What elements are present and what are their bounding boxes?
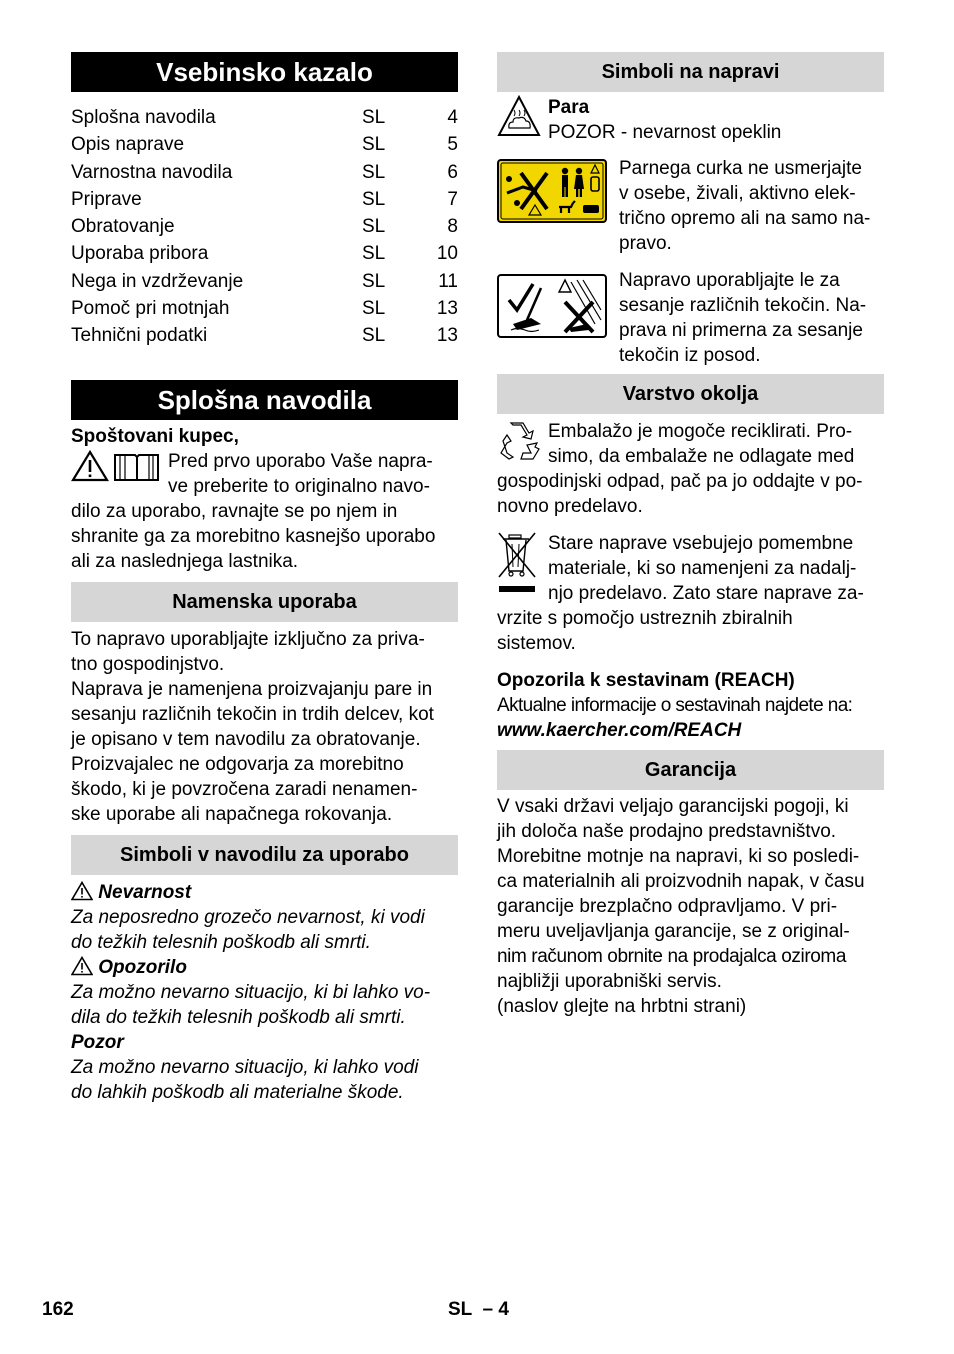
toc-row[interactable] bbox=[71, 104, 458, 131]
recycle-symbol bbox=[497, 419, 548, 468]
body-line: Parnega curka ne usmerjajte bbox=[619, 158, 862, 179]
toc-entry-page: 6 bbox=[447, 161, 458, 183]
body-line: Embalažo je mogoče reciklirati. Pro- bbox=[548, 421, 853, 442]
weee-symbol bbox=[497, 531, 548, 604]
jet-symbol bbox=[497, 156, 619, 228]
toc-entry-title: Uporaba pribora bbox=[71, 243, 209, 265]
toc-entry-page: 13 bbox=[436, 298, 458, 320]
table-of-contents bbox=[71, 104, 458, 350]
warning-triangle-icon bbox=[71, 881, 93, 901]
weee-row bbox=[497, 531, 884, 606]
toc-row[interactable] bbox=[71, 268, 458, 295]
device-symbols-heading: Simboli na napravi bbox=[497, 52, 884, 92]
toc-entry-title: Priprave bbox=[71, 188, 142, 210]
body-line: Morebitne motnje na napravi, ki so posledi- bbox=[497, 846, 860, 867]
toc-entry-page: 7 bbox=[447, 188, 458, 210]
toc-heading: Vsebinsko kazalo bbox=[71, 52, 458, 92]
steam-symbol-row bbox=[497, 95, 884, 145]
body-line: Stare naprave vsebujejo pomembne bbox=[548, 533, 854, 554]
toc-row[interactable] bbox=[71, 186, 458, 213]
body-line: Naprava je namenjena proizvajanju pare in bbox=[71, 678, 433, 700]
warning-triangle-icon bbox=[71, 956, 93, 976]
crossed-bin-icon bbox=[497, 531, 541, 599]
body-line: vrzite s pomočjo ustreznih zbiralnih bbox=[497, 608, 793, 629]
toc-entry-lang: SL bbox=[362, 298, 386, 320]
toc-entry-title: Splošna navodila bbox=[71, 107, 216, 128]
body-line: škodo, ki je povzročena zaradi nenamen- bbox=[71, 778, 418, 800]
body-line: sesanje različnih tekočin. Na- bbox=[619, 295, 867, 316]
intended-use-heading: Namenska uporaba bbox=[71, 582, 458, 622]
body-line: Za neposredno grozečo nevarnost, ki vodi bbox=[71, 906, 425, 928]
left-column bbox=[71, 52, 458, 1105]
toc-row[interactable] bbox=[71, 295, 458, 322]
page-number: 162 bbox=[42, 1299, 74, 1320]
intro-line: ali za naslednjega lastnika. bbox=[71, 550, 299, 572]
warranty-text bbox=[497, 794, 884, 1019]
toc-entry-lang: SL bbox=[362, 188, 386, 210]
body-line: do lahkih poškodb ali materialne škode. bbox=[71, 1081, 404, 1103]
footer-section: SL – 4 bbox=[448, 1299, 509, 1320]
toc-entry-lang: SL bbox=[362, 270, 386, 292]
body-line: trično opremo ali na samo na- bbox=[619, 208, 871, 229]
body-line: najbližji uporabniški servis. bbox=[497, 971, 722, 992]
body-line: novno predelavo. bbox=[497, 496, 643, 517]
caution-label: Pozor bbox=[71, 1031, 124, 1053]
body-line: sistemov. bbox=[497, 633, 576, 654]
toc-row[interactable] bbox=[71, 240, 458, 267]
toc-row[interactable] bbox=[71, 213, 458, 240]
intro-line: shranite ga za morebitno kasnejšo uporabo bbox=[71, 525, 436, 547]
toc-entry-page: 5 bbox=[447, 134, 458, 156]
steam-symbol bbox=[497, 95, 548, 142]
toc-entry-page: 8 bbox=[447, 216, 458, 238]
toc-entry-title: Opis naprave bbox=[71, 134, 185, 156]
toc-entry-lang: SL bbox=[362, 134, 386, 156]
steam-warning-icon bbox=[497, 95, 541, 137]
toc-entry-title: Varnostna navodila bbox=[71, 161, 233, 183]
suction-liquids-icon bbox=[497, 274, 607, 338]
intro-line: dilo za uporabo, ravnajte se po njem in bbox=[71, 500, 398, 522]
body-line: do težkih telesnih poškodb ali smrti. bbox=[71, 931, 371, 953]
right-column bbox=[497, 52, 884, 1019]
body-line: pravo. bbox=[619, 233, 672, 254]
warning-and-book-icon bbox=[71, 449, 161, 483]
general-heading: Splošna navodila bbox=[71, 380, 458, 420]
read-manual-symbol bbox=[71, 449, 168, 488]
body-line: tno gospodinjstvo. bbox=[71, 653, 225, 675]
body-line: To napravo uporabljajte izključno za priva- bbox=[71, 628, 425, 650]
recycle-row bbox=[497, 419, 884, 469]
body-line: v osebe, živali, aktivno elek- bbox=[619, 183, 856, 204]
body-line: ske uporabe ali napačnega rokovanja. bbox=[71, 803, 393, 825]
body-line: (naslov glejte na hrbtni strani) bbox=[497, 996, 747, 1017]
body-line: V vsaki državi veljajo garancijski pogoji, ki bbox=[497, 796, 849, 817]
toc-entry-lang: SL bbox=[362, 216, 386, 238]
intended-use-text bbox=[71, 627, 458, 827]
body-line: meru uveljavljanja garancije, se z original- bbox=[497, 921, 850, 942]
toc-entry-lang: SL bbox=[362, 161, 386, 183]
toc-entry-page: 4 bbox=[447, 107, 458, 128]
danger-label: Nevarnost bbox=[98, 881, 192, 903]
body-line: Proizvajalec ne odgovarja za morebitno bbox=[71, 753, 404, 775]
toc-entry-title: Obratovanje bbox=[71, 216, 175, 238]
reach-link[interactable]: www.kaercher.com/REACH bbox=[497, 720, 742, 741]
body-line: dila do težkih telesnih poškodb ali smrti. bbox=[71, 1006, 406, 1028]
manual-symbols-list bbox=[71, 880, 458, 1105]
body-line: nim računom obrnite na prodajalca oziroma bbox=[497, 946, 847, 967]
liquid-symbol bbox=[497, 268, 619, 343]
body-line: je opisano v tem navodilu za obratovanje. bbox=[71, 728, 421, 750]
toc-entry-page: 10 bbox=[436, 243, 458, 265]
reach-title: Opozorila k sestavinam (REACH) bbox=[497, 670, 795, 691]
toc-entry-title: Tehnični podatki bbox=[71, 325, 208, 347]
manual-symbols-heading: Simboli v navodilu za uporabo bbox=[71, 835, 458, 875]
intro-line: ve preberite to originalno navo- bbox=[168, 475, 430, 497]
body-line: Za možno nevarno situacijo, ki bi lahko vo- bbox=[71, 981, 431, 1003]
body-line: prava ni primerna za sesanje bbox=[619, 320, 863, 341]
warning-label: Opozorilo bbox=[98, 956, 187, 978]
body-line: tekočin iz posod. bbox=[619, 345, 761, 366]
toc-entry-title: Nega in vzdrževanje bbox=[71, 270, 244, 292]
toc-row[interactable] bbox=[71, 131, 458, 158]
liquid-symbol-row bbox=[497, 268, 884, 368]
intro-block bbox=[71, 449, 458, 499]
toc-entry-page: 11 bbox=[438, 270, 458, 292]
steam-text: POZOR - nevarnost opeklin bbox=[548, 122, 782, 143]
body-line: Za možno nevarno situacijo, ki lahko vodi bbox=[71, 1056, 419, 1078]
body-line: njo predelavo. Zato stare naprave za- bbox=[548, 583, 864, 604]
body-line: Napravo uporabljajte le za bbox=[619, 270, 840, 291]
toc-entry-lang: SL bbox=[362, 325, 386, 347]
toc-entry-title: Pomoč pri motnjah bbox=[71, 298, 230, 320]
danger-label-line bbox=[71, 880, 458, 905]
toc-row[interactable] bbox=[71, 159, 458, 186]
no-steam-at-people-icon bbox=[497, 159, 607, 223]
toc-entry-lang: SL bbox=[362, 107, 386, 128]
intro-line: Pred prvo uporabo Vaše napra- bbox=[168, 450, 433, 472]
warranty-heading: Garancija bbox=[497, 750, 884, 790]
greeting: Spoštovani kupec, bbox=[71, 425, 239, 447]
body-line: gospodinjski odpad, pač pa jo oddajte v po- bbox=[497, 471, 863, 492]
recycle-icon bbox=[497, 419, 541, 463]
toc-entry-page: 13 bbox=[436, 325, 458, 347]
steam-label: Para bbox=[548, 97, 590, 118]
toc-row[interactable] bbox=[71, 322, 458, 349]
body-line: simo, da embalaže ne odlagate med bbox=[548, 446, 855, 467]
body-line: ca materialnih ali proizvodnih napak, v času bbox=[497, 871, 865, 892]
toc-entry-lang: SL bbox=[362, 243, 386, 265]
reach-text: Aktualne informacije o sestavinah najdete na: bbox=[497, 695, 853, 716]
jet-symbol-row bbox=[497, 156, 884, 256]
body-line: jih določa naše prodajno predstavništvo. bbox=[497, 821, 837, 842]
environment-heading: Varstvo okolja bbox=[497, 374, 884, 414]
body-line: materiale, ki so namenjeni za nadalj- bbox=[548, 558, 857, 579]
warning-label-line bbox=[71, 955, 458, 980]
body-line: garancije brezplačno odpravljamo. V pri- bbox=[497, 896, 838, 917]
body-line: sesanju različnih tekočin in trdih delcev, kot bbox=[71, 703, 434, 725]
